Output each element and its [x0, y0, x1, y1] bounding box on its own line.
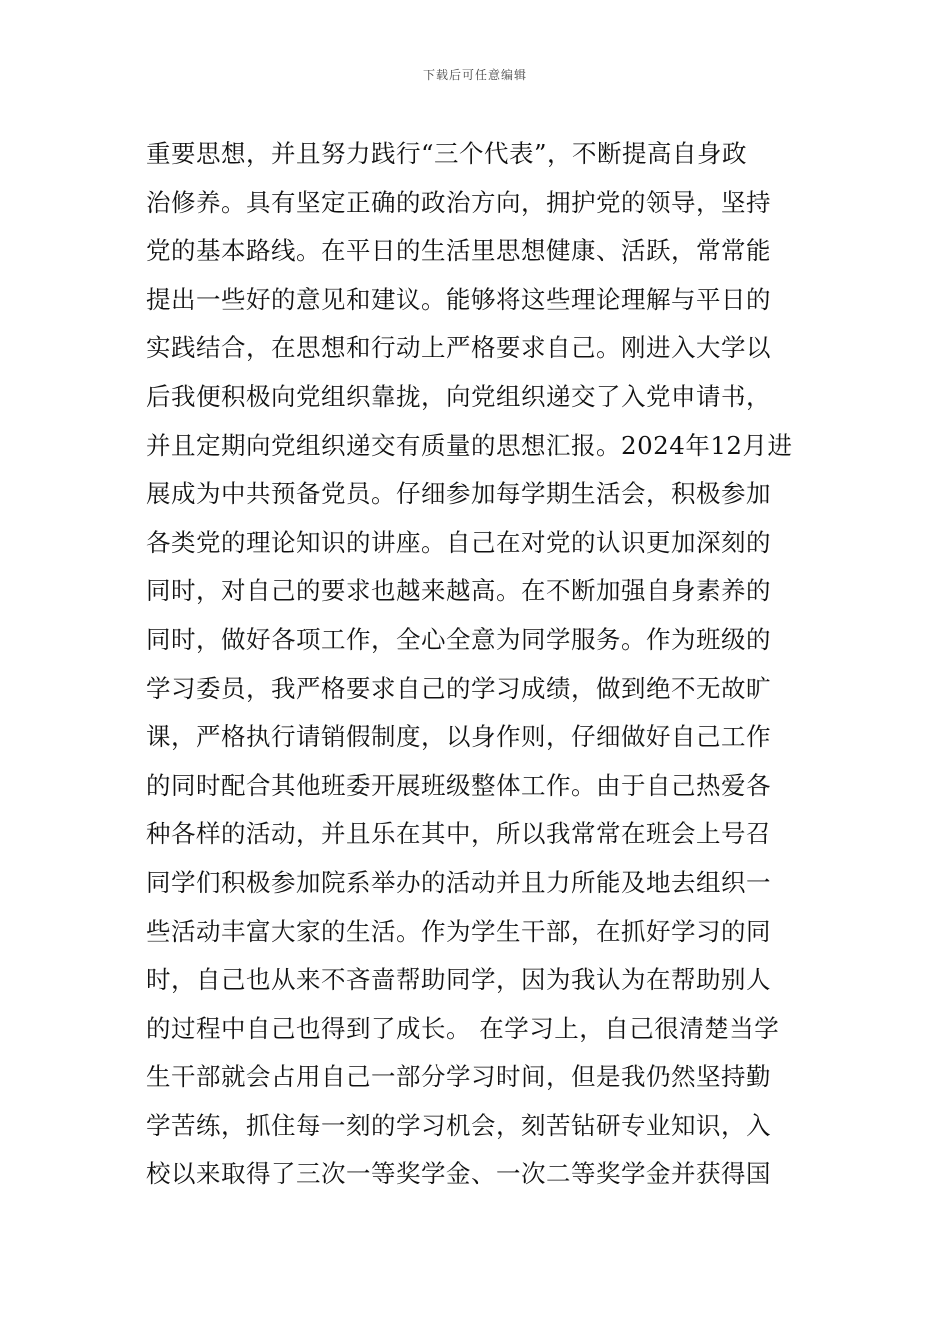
- text-line: 些活动丰富大家的生活。作为学生干部，在抓好学习的同: [146, 916, 771, 946]
- text-line: 的过程中自己也得到了成长。 在学习上，自己很清楚当学: [146, 1013, 780, 1043]
- text-line: 党的基本路线。在平日的生活里思想健康、活跃，常常能: [146, 236, 771, 266]
- text-line: 同时，做好各项工作，全心全意为同学服务。作为班级的: [146, 624, 771, 654]
- text-line: 同学们积极参加院系举办的活动并且力所能及地去组织一: [146, 867, 771, 897]
- header-note: 下载后可任意编辑: [422, 68, 527, 82]
- text-line: 学苦练，抓住每一刻的学习机会，刻苦钻研专业知识，入: [146, 1110, 771, 1140]
- text-line: 并且定期向党组织递交有质量的思想汇报。2024年12月进: [146, 430, 793, 460]
- text-line: 的同时配合其他班委开展班级整体工作。由于自己热爱各: [146, 770, 771, 800]
- text-line: 同时，对自己的要求也越来越高。在不断加强自身素养的: [146, 576, 771, 606]
- text-line: 种各样的活动，并且乐在其中，所以我常常在班会上号召: [146, 819, 771, 849]
- text-line: 校以来取得了三次一等奖学金、一次二等奖学金并获得国: [146, 1159, 771, 1189]
- text-line: 各类党的理论知识的讲座。自己在对党的认识更加深刻的: [146, 527, 771, 557]
- body-paragraph: [146, 130, 814, 1199]
- text-line: 生干部就会占用自己一部分学习时间，但是我仍然坚持勤: [146, 1062, 771, 1092]
- text-line: 实践结合，在思想和行动上严格要求自己。刚进入大学以: [146, 333, 771, 363]
- text-line: 课，严格执行请销假制度，以身作则，仔细做好自己工作: [146, 722, 771, 752]
- text-line: 治修养。具有坚定正确的政治方向，拥护党的领导，坚持: [146, 187, 771, 217]
- text-line: 时，自己也从来不吝啬帮助同学，因为我认为在帮助别人: [146, 965, 771, 995]
- text-line: 提出一些好的意见和建议。能够将这些理论理解与平日的: [146, 284, 771, 314]
- text-line: 学习委员，我严格要求自己的学习成绩，做到绝不无故旷: [146, 673, 771, 703]
- text-line: 重要思想，并且努力践行“三个代表”，不断提高自身政: [146, 139, 748, 168]
- text-line: 展成为中共预备党员。仔细参加每学期生活会，积极参加: [146, 479, 771, 509]
- text-line: 后我便积极向党组织靠拢，向党组织递交了入党申请书，: [146, 381, 771, 411]
